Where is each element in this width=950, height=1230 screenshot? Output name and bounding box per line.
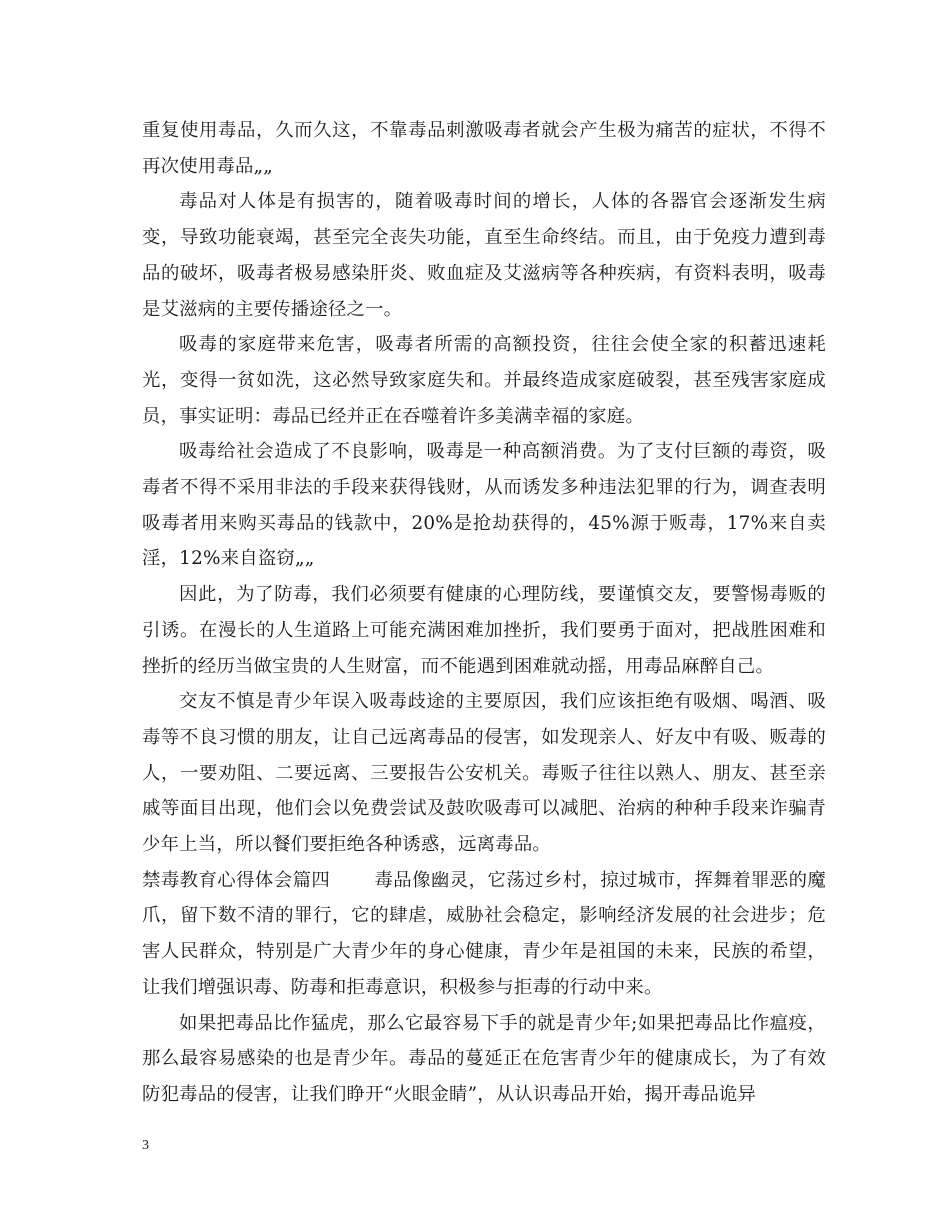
page-number: 3 — [142, 1138, 149, 1153]
section-heading: 禁毒教育心得体会篇四 — [142, 869, 331, 891]
paragraph-3: 吸毒的家庭带来危害，吸毒者所需的高额投资，往往会使全家的积蓄迅速耗光，变得一贫如洗，这必然导致家庭失和。并最终造成家庭破裂，甚至残害家庭成员，事实证明：毒品已经并正在吞噬着许多美满幸福的家庭。 — [142, 334, 826, 427]
section-text: 毒品像幽灵，它荡过乡村，掠过城市，挥舞着罪恶的魔爪，留下数不清的罪行，它的肆虐，威胁社会稳定，影响经济发展的社会进步；危害人民群众，特别是广大青少年的身心健康，青少年是祖国的未来，民族的希望，让我们增强识毒、防毒和拒毒意识，积极参与拒毒的行动中来。 — [142, 869, 826, 998]
paragraph-closing: 如果把毒品比作猛虎，那么它最容易下手的就是青少年;如果把毒品比作瘟疫，那么最容易感染的也是青少年。毒品的蔓延正在危害青少年的健康成长，为了有效防犯毒品的侵害，让我们睁开“火眼金睛”，从认识毒品开始，揭开毒品诡异 — [142, 1012, 826, 1105]
paragraph-4: 吸毒给社会造成了不良影响，吸毒是一种高额消费。为了支付巨额的毒资，吸毒者不得不采用非法的手段来获得钱财，从而诱发多种违法犯罪的行为，调查表明吸毒者用来购买毒品的钱款中，20%是抢劫获得的，45%源于贩毒，17%来自卖淫，12%来自盗窃„„ — [142, 441, 826, 570]
section-paragraph — [142, 863, 826, 1006]
paragraph-5: 因此，为了防毒，我们必须要有健康的心理防线，要谨慎交友，要警惕毒贩的引诱。在漫长的人生道路上可能充满困难加挫折，我们要勇于面对，把战胜困难和挫折的经历当做宝贵的人生财富，而不能遇到困难就动摇，用毒品麻醉自己。 — [142, 584, 826, 677]
paragraph-6: 交友不慎是青少年误入吸毒歧途的主要原因，我们应该拒绝有吸烟、喝酒、吸毒等不良习惯的朋友，让自己远离毒品的侵害，如发现亲人、好友中有吸、贩毒的人，一要劝阻、二要远离、三要报告公安机关。毒贩子往往以熟人、朋友、甚至亲戚等面目出现，他们会以免费尝试及鼓吹吸毒可以减肥、治病的种种手段来诈骗青少年上当，所以餐们要拒绝各种诱惑，远离毒品。 — [142, 691, 826, 856]
paragraph-1: 重复使用毒品，久而久这，不靠毒品刺激吸毒者就会产生极为痛苦的症状，不得不再次使用毒品„„ — [142, 120, 826, 177]
paragraph-2: 毒品对人体是有损害的，随着吸毒时间的增长，人体的各器官会逐渐发生病变，导致功能衰竭，甚至完全丧失功能，直至生命终结。而且，由于免疫力遭到毒品的破坏，吸毒者极易感染肝炎、败血症及艾滋病等各种疾病，有资料表明，吸毒是艾滋病的主要传播途径之一。 — [142, 191, 826, 320]
document-body — [142, 113, 826, 1113]
